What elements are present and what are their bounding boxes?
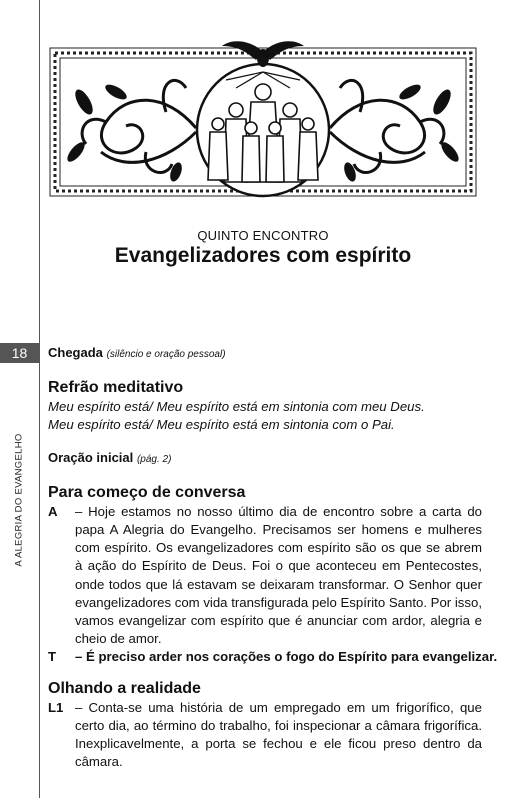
dialogue-text: [75, 503, 482, 649]
left-ornament: [82, 80, 196, 172]
realidade-heading: Olhando a realidade: [48, 679, 201, 697]
dash: –: [75, 699, 83, 715]
page-number: 18: [0, 343, 39, 363]
margin-rule: [39, 0, 40, 798]
oracao-note: (pág. 2): [136, 453, 172, 465]
dialogue-text: [75, 648, 497, 666]
header-illustration: [46, 32, 480, 200]
dialogue-entry: [48, 503, 482, 649]
dash: –: [75, 503, 83, 519]
main-content: [48, 344, 498, 771]
speech: É preciso arder nos corações o fogo do Espírito para evangelizar.: [86, 649, 498, 665]
speaker-label: T: [48, 649, 57, 665]
speaker-label: L1: [48, 699, 64, 715]
running-title: A ALEGRIA DO EVANGELHO: [13, 433, 25, 567]
dialogue-entry: [48, 699, 482, 772]
dialogue-entry: [48, 648, 498, 666]
refrao-line: Meu espírito está/ Meu espírito está em sintonia com meu Deus.: [48, 399, 425, 415]
page-title: Evangelizadores com espírito: [114, 244, 412, 267]
oracao-label: Oração inicial: [48, 449, 134, 465]
chegada-label: Chegada: [48, 345, 103, 360]
right-ornament: [330, 80, 444, 172]
conversa-heading: Para começo de conversa: [48, 483, 246, 501]
oracao-line: [48, 449, 482, 469]
speaker-label: A: [48, 503, 58, 519]
chegada-note: (silêncio e oração pessoal): [106, 349, 226, 360]
dash: –: [75, 649, 83, 665]
speech: Conta-se uma história de um empregado em um frigorífico, que certo dia, ao término do trabalho, foi inspecionar a câmara frigorífica. Inexplicavelmente, a porta se fechou e ele ficou preso dentro da câmara.: [75, 699, 482, 770]
chegada-line: [48, 344, 482, 364]
refrao-heading: Refrão meditativo: [48, 379, 184, 397]
dialogue-text: [75, 699, 482, 772]
speech: Hoje estamos no nosso último dia de encontro sobre a carta do papa A Alegria do Evangelho. Precisamos ser homens e mulheres com espírito. Os evangelizadores com espírito são os que se abrem à ação do Espírito de Deus. Foi o que aconteceu em Pentecostes, onde todos que lá estavam se deixaram transformar. O Senhor quer evangelizadores com vida transfigurada pelo Espírito Santo. Por isso, vamos evangelizar com espírito que é anunciar com ardor, alegria e cheio de amor.: [75, 503, 482, 647]
refrao-line: Meu espírito está/ Meu espírito está em sintonia com o Pai.: [48, 417, 395, 433]
meeting-kicker: QUINTO ENCONTRO: [197, 228, 329, 243]
